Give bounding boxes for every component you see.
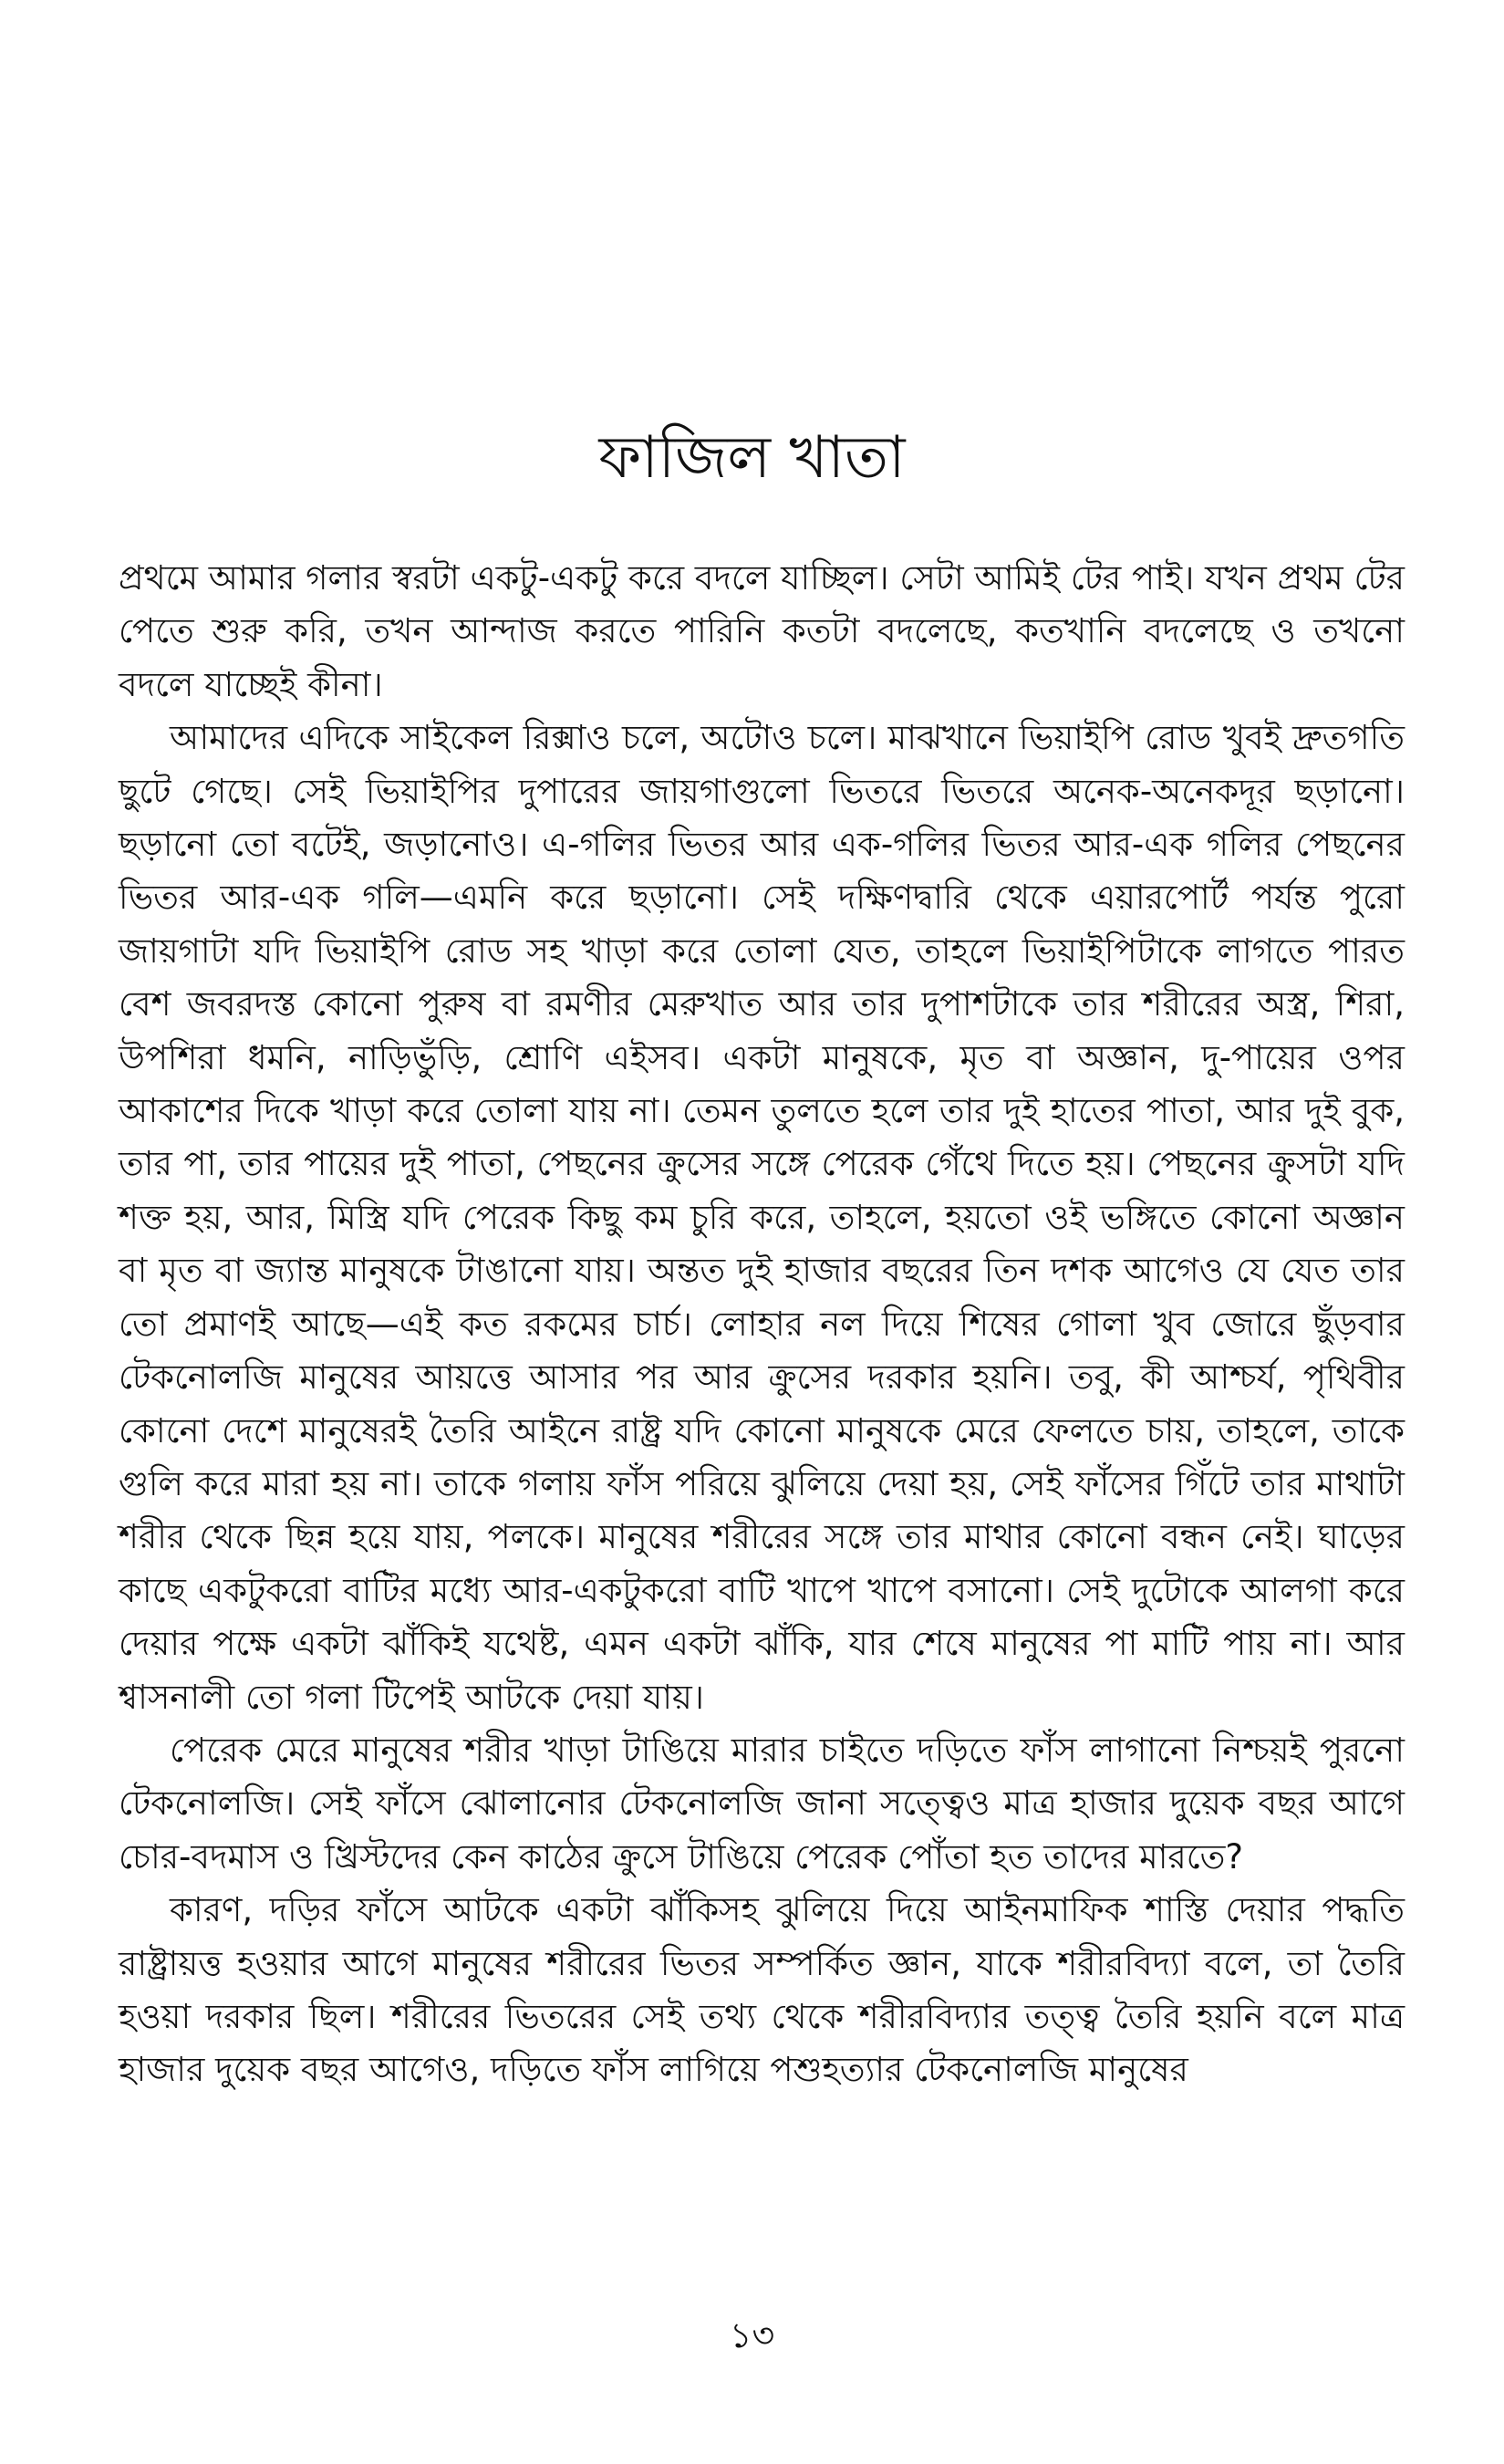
paragraph-4: কারণ, দড়ির ফাঁসে আটকে একটা ঝাঁকিসহ ঝুলিয়ে দিয়ে আইনমাফিক শাস্তি দেয়ার পদ্ধতি রাষ্ট্রায়ত্ত হওয়ার আগে মানুষের শরীরের ভিতর সম্পর্কিত জ্ঞান, যাকে শরীরবিদ্যা বলে, তা তৈরি হওয়া দরকার ছিল। শরীরের ভিতরের সেই তথ্য থেকে শরীরবিদ্যার তত্ত্ব তৈরি হয়নি বলে মাত্র হাজার দুয়েক বছর আগেও, দড়িতে ফাঁস লাগিয়ে পশুহত্যার টেকনোলজি মানুষের (119, 1890, 1405, 2090)
page-number: ১৩ (729, 2315, 775, 2355)
paragraph-1: প্রথমে আমার গলার স্বরটা একটু-একটু করে বদলে যাচ্ছিল। সেটা আমিই টের পাই। যখন প্রথম টের পেতে শুরু করি, তখন আন্দাজ করতে পারিনি কতটা বদলেছে, কতখানি বদলেছে ও তখনো বদলে যাচ্ছেই কীনা। (119, 558, 1405, 704)
paragraph-2: আমাদের এদিকে সাইকেল রিক্সাও চলে, অটোও চলে। মাঝখানে ভিয়াইপি রোড খুবই দ্রুতগতি ছুটে গেছে। সেই ভিয়াইপির দুপারের জায়গাগুলো ভিতরে ভিতরে অনেক-অনেকদূর ছড়ানো। ছড়ানো তো বটেই, জড়ানোও। এ-গলির ভিতর আর এক-গলির ভিতর আর-এক গলির পেছনের ভিতর আর-এক গলি—এমনি করে ছড়ানো। সেই দক্ষিণদ্বারি থেকে এয়ারপোর্ট পর্যন্ত পুরো জায়গাটা যদি ভিয়াইপি রোড সহ খাড়া করে তোলা যেত, তাহলে ভিয়াইপিটাকে লাগতে পারত বেশ জবরদস্ত কোনো পুরুষ বা রমণীর মেরুখাত আর তার দুপাশটাকে তার শরীরের অস্ত্র, শিরা, উপশিরা ধমনি, নাড়িভুঁড়ি, শ্রোণি এইসব। একটা মানুষকে, মৃত বা অজ্ঞান, দু-পায়ের ওপর আকাশের দিকে খাড়া করে তোলা যায় না। তেমন তুলতে হলে তার দুই হাতের পাতা, আর দুই বুক, তার পা, তার পায়ের দুই পাতা, পেছনের ক্রুসের সঙ্গে পেরেক গেঁথে দিতে হয়। পেছনের ক্রুসটা যদি শক্ত হয়, আর, মিস্ত্রি যদি পেরেক কিছু কম চুরি করে, তাহলে, হয়তো ওই ভঙ্গিতে কোনো অজ্ঞান বা মৃত বা জ্যান্ত মানুষকে টাঙানো যায়। অন্তত দুই হাজার বছরের তিন দশক আগেও যে যেত তার তো প্রমাণই আছে—এই কত রকমের চার্চ। লোহার নল দিয়ে শিষের গোলা খুব জোরে ছুঁড়বার টেকনোলজি মানুষের আয়ত্তে আসার পর আর ক্রুসের দরকার হয়নি। তবু, কী আশ্চর্য, পৃথিবীর কোনো দেশে মানুষেরই তৈরি আইনে রাষ্ট্র যদি কোনো মানুষকে মেরে ফেলতে চায়, তাহলে, তাকে গুলি করে মারা হয় না। তাকে গলায় ফাঁস পরিয়ে ঝুলিয়ে দেয়া হয়, সেই ফাঁসের গিঁটে তার মাথাটা শরীর থেকে ছিন্ন হয়ে যায়, পলকে। মানুষের শরীরের সঙ্গে তার মাথার কোনো বন্ধন নেই। ঘাড়ের কাছে একটুকরো বাটির মধ্যে আর-একটুকরো বাটি খাপে খাপে বসানো। সেই দুটোকে আলগা করে দেয়ার পক্ষে একটা ঝাঁকিই যথেষ্ট, এমন একটা ঝাঁকি, যার শেষে মানুষের পা মাটি পায় না। আর শ্বাসনালী তো গলা টিপেই আটকে দেয়া যায়। (119, 718, 1405, 1717)
chapter-title: ফাজিল খাতা (598, 424, 906, 492)
body-text (119, 552, 1405, 2097)
paragraph-3: পেরেক মেরে মানুষের শরীর খাড়া টাঙিয়ে মারার চাইতে দড়িতে ফাঁস লাগানো নিশ্চয়ই পুরনো টেকনোলজি। সেই ফাঁসে ঝোলানোর টেকনোলজি জানা সত্ত্বেও মাত্র হাজার দুয়েক বছর আগে চোর-বদমাস ও খ্রিস্টদের কেন কাঠের ক্রুসে টাঙিয়ে পেরেক পোঁতা হত তাদের মারতে? (119, 1730, 1405, 1877)
